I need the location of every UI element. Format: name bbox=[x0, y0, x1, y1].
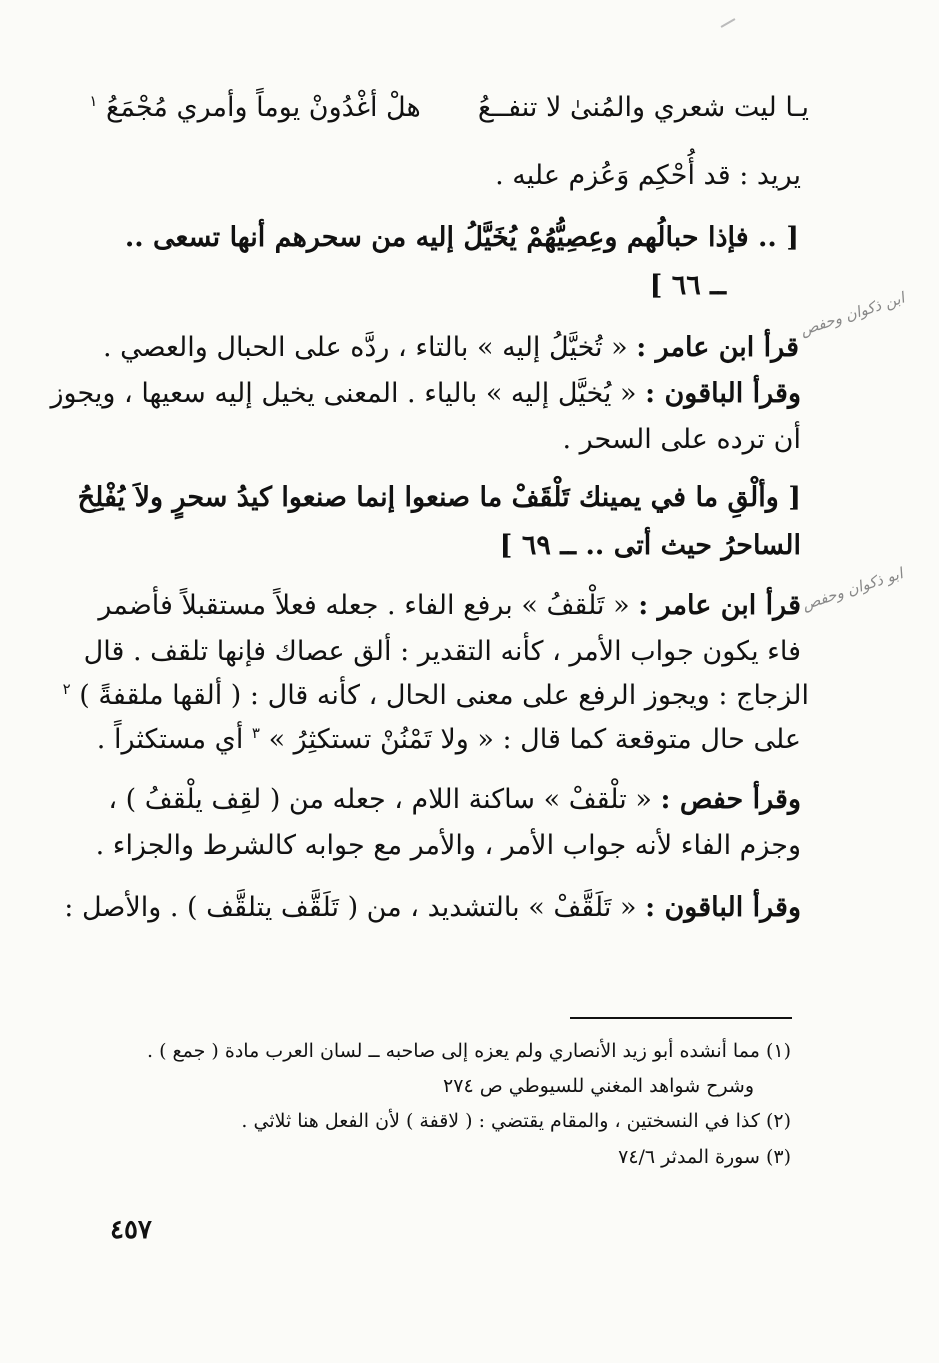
page-number: ٤٥٧ bbox=[110, 1215, 152, 1245]
quran-verse-66-line1: [ .. فإذا حبالُهم وعِصِيُّهُمْ يُخَيَّلُ إليه من سحرهم أنها تسعى .. bbox=[124, 222, 799, 253]
reading-ibn-amir-2 bbox=[98, 590, 801, 622]
quran-verse-69-line2: الساحرُ حيث أتى .. ــ ٦٩ ] bbox=[499, 530, 801, 561]
reading-ibn-amir-1 bbox=[103, 332, 799, 364]
footnote-number: (٢) bbox=[765, 1110, 791, 1132]
reading-ibn-amir-2-line2: فاء يكون جواب الأمر ، كأنه التقدير : ألق عصاك فإنها تلقف . قال bbox=[83, 636, 801, 667]
footnote-2 bbox=[241, 1110, 791, 1132]
footnote-text: كذا في النسختين ، والمقام يقتضي : ( لاقفة ) لأن الفعل هنا ثلاثي . bbox=[241, 1110, 760, 1132]
reading-text: « يُخيَّل إليه » بالياء . المعنى يخيل إليه سعيها ، ويجوز bbox=[50, 378, 637, 409]
reading-ibn-amir-2-line4 bbox=[97, 724, 801, 756]
footnote-1-cont bbox=[443, 1075, 754, 1097]
paragraph-yurid: يريد : قد أُحْكِم وَعُزم عليه . bbox=[495, 160, 801, 191]
scan-speck bbox=[721, 18, 736, 28]
verse-hemistich-right: يـا ليت شعري والمُنىٰ لا تنفــعُ bbox=[477, 92, 809, 123]
footnote-3 bbox=[618, 1146, 791, 1168]
footnote-number: (٣) bbox=[765, 1146, 791, 1168]
footnote-1 bbox=[147, 1040, 791, 1062]
reading-baqun-2 bbox=[64, 892, 801, 924]
reading-text: « تَلَقَّفْ » بالتشديد ، من ( تَلَقَّف يتلقَّف ) . والأصل : bbox=[64, 892, 637, 923]
footnote-number: (١) bbox=[765, 1040, 791, 1062]
footnote-separator bbox=[570, 1017, 792, 1019]
reader-label: قرأ ابن عامر : bbox=[638, 590, 801, 621]
reading-text: على حال متوقعة كما قال : « ولا تَمْنُنْ تستكثِرُ » bbox=[268, 724, 801, 755]
margin-note-1: ابن ذكوان وحفص bbox=[797, 288, 907, 340]
footnote-text: وشرح شواهد المغني للسيوطي ص ٢٧٤ bbox=[443, 1075, 754, 1097]
reader-label: وقرأ حفص : bbox=[660, 784, 801, 815]
reading-text: الزجاج : ويجوز الرفع على معنى الحال ، كأنه قال : ( ألقها ملقفةً ) bbox=[79, 680, 809, 711]
reader-label: وقرأ الباقون : bbox=[645, 892, 801, 923]
reader-label: وقرأ الباقون : bbox=[645, 378, 801, 409]
verse-hemistich-left: هلْ أغْدُونْ يوماً وأمري مُجْمَعُ bbox=[106, 92, 421, 123]
reading-hafs bbox=[108, 784, 801, 816]
reader-label: قرأ ابن عامر : bbox=[636, 332, 799, 363]
reading-text: « تلْقفْ » ساكنة اللام ، جعله من ( لقِف يلْقفُ ) ، bbox=[108, 784, 652, 815]
footnote-ref-2: ٢ bbox=[62, 680, 71, 698]
reading-baqun-1-cont: أن ترده على السحر . bbox=[562, 424, 801, 455]
quran-verse-66-line2: ــ ٦٦ ] bbox=[649, 270, 726, 301]
footnote-text: مما أنشده أبو زيد الأنصاري ولم يعزه إلى صاحبه ــ لسان العرب مادة ( جمع ) . bbox=[147, 1040, 760, 1062]
footnote-ref-1: ١ bbox=[89, 92, 98, 110]
footnote-ref-3: ٣ bbox=[251, 724, 260, 742]
reading-text: « تُخيَّلُ إليه » بالتاء ، ردَّه على الحبال والعصي . bbox=[102, 332, 628, 363]
reading-ibn-amir-2-line3 bbox=[63, 680, 809, 712]
reading-hafs-line2: وجزم الفاء لأنه جواب الأمر ، والأمر مع جوابه كالشرط والجزاء . bbox=[95, 830, 801, 861]
reading-baqun-1 bbox=[50, 378, 801, 410]
margin-note-2: ابو ذكوان وحفص bbox=[799, 564, 906, 614]
reading-text: « تَلْقفُ » برفع الفاء . جعله فعلاً مستقبلاً فأضمر bbox=[98, 590, 630, 621]
quran-verse-69-line1: [ وألْقِ ما في يمينك تَلْقَفْ ما صنعوا إنما صنعوا كيدُ سحرٍ ولاَ يُفْلِحُ bbox=[77, 482, 801, 513]
reading-text: أي مستكثراً . bbox=[96, 724, 244, 755]
verse-line bbox=[89, 92, 809, 124]
footnote-text: سورة المدثر ٧٤/٦ bbox=[618, 1146, 760, 1168]
